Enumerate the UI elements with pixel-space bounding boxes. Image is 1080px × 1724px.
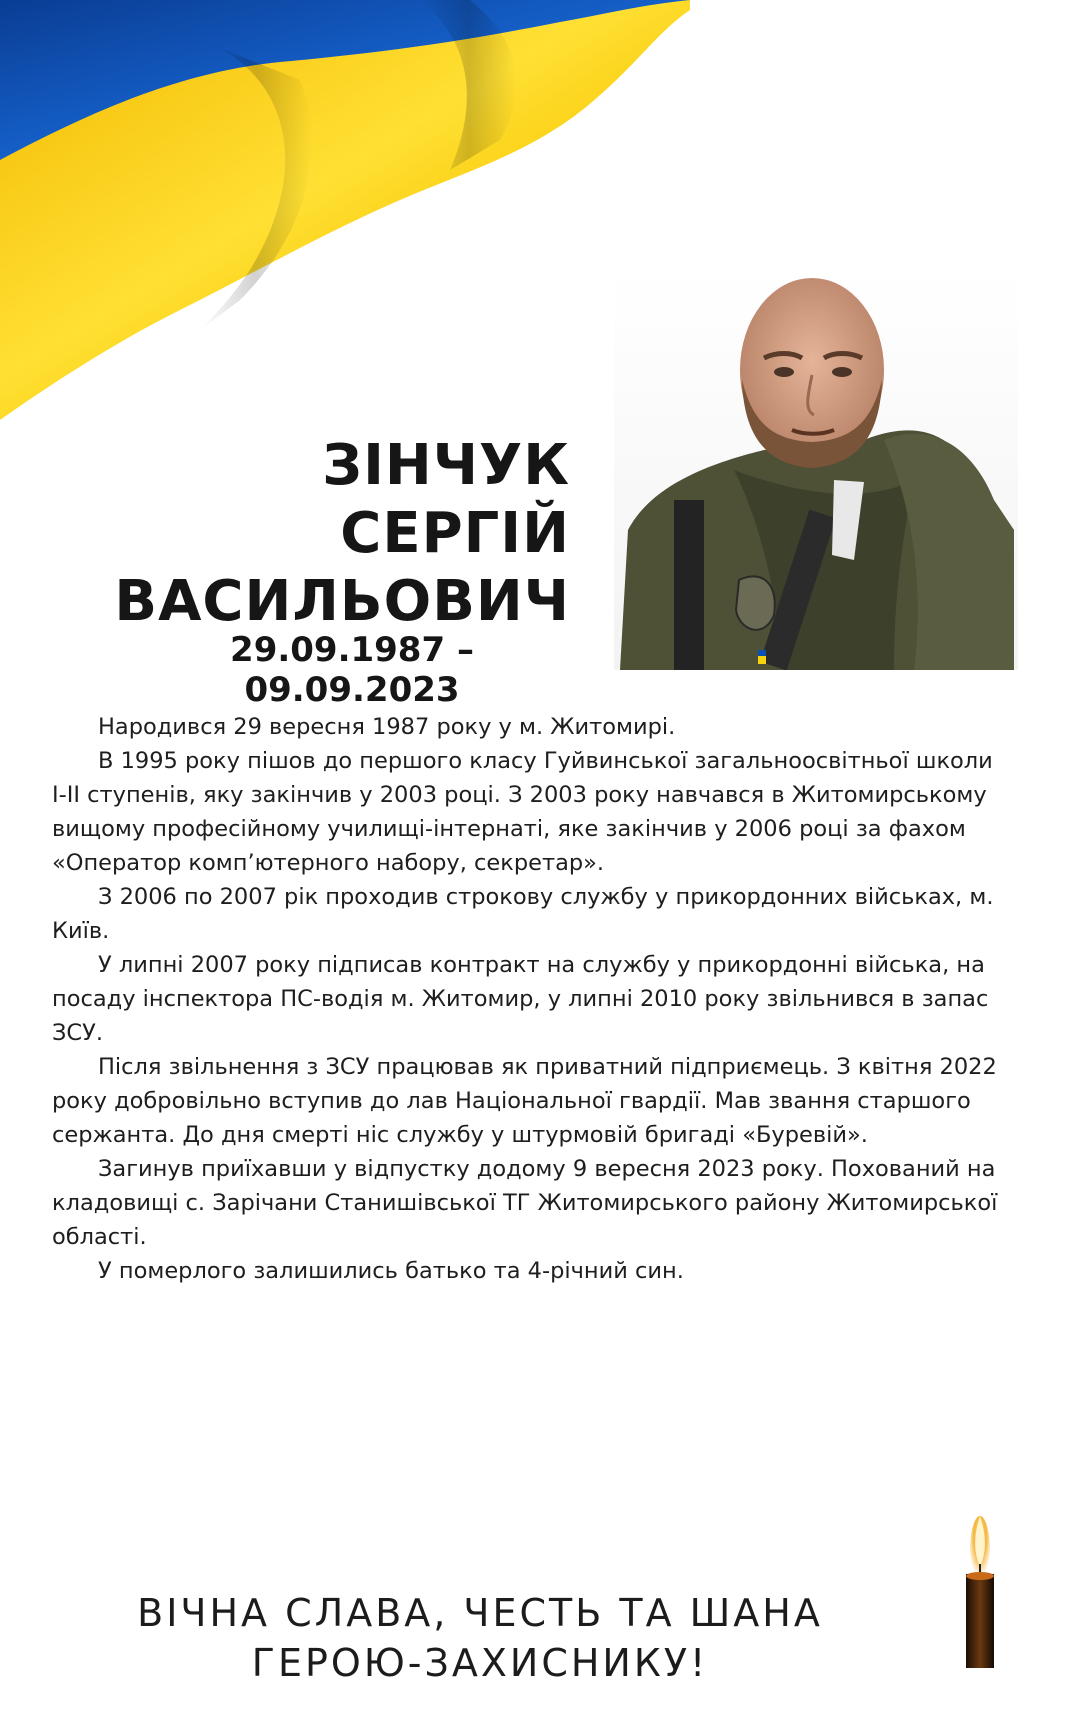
first-name: СЕРГІЙ xyxy=(340,501,570,566)
bio-paragraph: Загинув приїхавши у відпустку додому 9 вересня 2023 року. Похований на кладовищі с. Зарічани Станишівської ТГ Житомирського району Житомирської області. xyxy=(52,1156,998,1250)
ukrainian-flag xyxy=(0,0,690,420)
patronymic: ВАСИЛЬОВИЧ xyxy=(114,569,570,634)
portrait-photo xyxy=(614,270,1018,670)
bio-paragraph: У померлого залишились батько та 4-річний син. xyxy=(98,1258,684,1284)
candle-icon xyxy=(960,1510,1000,1670)
bio-paragraph: Народився 29 вересня 1987 року у м. Житомирі. xyxy=(98,714,676,740)
hero-full-name xyxy=(114,432,570,636)
bio-paragraph: У липні 2007 року підписав контракт на службу у прикордонні війська, на посаду інспектора ПС-водія м. Житомир, у липні 2010 року звільнився в запас ЗСУ. xyxy=(52,952,989,1046)
bio-paragraph: З 2006 по 2007 рік проходив строкову службу у прикордонних військах, м. Київ. xyxy=(52,884,994,944)
slogan-line-1: ВІЧНА СЛАВА, ЧЕСТЬ ТА ШАНА xyxy=(137,1591,823,1635)
biography xyxy=(52,710,1002,1288)
bio-paragraph: В 1995 року пішов до першого класу Гуйвинської загальноосвітньої школи І-ІІ ступенів, яку закінчив у 2003 році. З 2003 року навчався в Житомирському вищому професійному училищі-інтернаті, яке закінчив у 2006 році за фахом «Оператор комп’ютерного набору, секретар». xyxy=(52,748,993,876)
life-dates: 29.09.1987 – 09.09.2023 xyxy=(230,630,474,710)
bio-paragraph: Після звільнення з ЗСУ працював як приватний підприємець. З квітня 2022 року добровільно вступив до лав Національної гвардії. Мав звання старшого сержанта. До дня смерті ніс службу у штурмовій бригаді «Буревій». xyxy=(52,1054,997,1148)
memorial-slogan xyxy=(100,1588,860,1688)
surname: ЗІНЧУК xyxy=(322,433,570,498)
slogan-line-2: ГЕРОЮ-ЗАХИСНИКУ! xyxy=(251,1641,709,1685)
